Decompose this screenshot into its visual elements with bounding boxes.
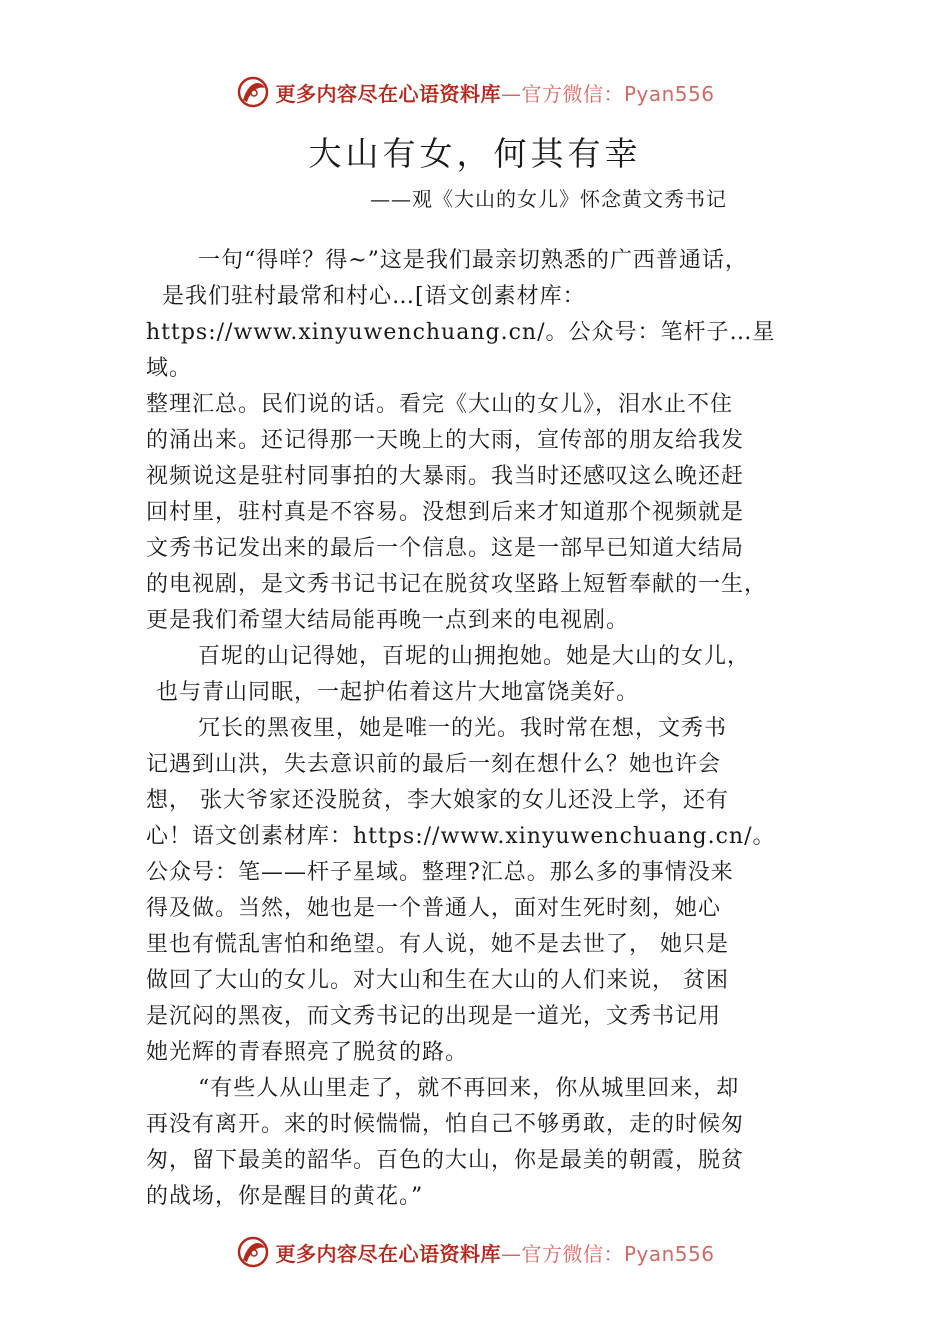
page-subtitle: ——观《大山的女儿》怀念黄文秀书记 [370, 187, 727, 211]
page-title: 大山有女，何其有幸 [308, 134, 642, 173]
banner-text [275, 1238, 714, 1267]
banner-lead: 更多内容尽在心语资料库 [275, 81, 501, 106]
logo-icon [235, 74, 271, 110]
footer-banner [0, 1232, 950, 1272]
banner-tail: —官方微信：Pyan556 [500, 1241, 715, 1266]
article-body [146, 243, 818, 1215]
banner-lead: 更多内容尽在心语资料库 [275, 1241, 501, 1266]
banner-text [275, 78, 714, 107]
header-banner [0, 72, 950, 112]
paragraph-4: “有些人从山里走了，就不再回来，你从城里回来，却 再没有离开。来的时候惴惴，怕自己不够勇敢，走的时候匆 匆，留下最美的韶华。百色的大山，你是最美的朝霞，脱贫 的战场，你是醒目的黄花。” [146, 1076, 745, 1209]
banner-tail: —官方微信：Pyan556 [500, 81, 715, 106]
paragraph-3: 冗长的黑夜里，她是唯一的光。我时常在想，文秀书 记遇到山洪，失去意识前的最后一刻在想什么？她也许会 想， 张大爷家还没脱贫，李大娘家的女儿还没上学，还有 心！语文创素材库：https://www.xinyuwenchuang.cn/。 公众号：笔——杆子星域。整理?汇总。那么多的事情没来 得及做。当然，她也是一个普通人，面对生死时刻，她心 里也有慌乱害怕和绝望。有人说，她不是去世了， 她只是 做回了大山的女儿。对大山和生在大山的人们来说， 贫困 是沉闷的黑夜，而文秀书记的出现是一道光，文秀书记用 她光辉的青春照亮了脱贫的路。 [146, 716, 776, 1065]
paragraph-1: 一句“得咩？得~”这是我们最亲切熟悉的广西普通话， 是我们驻村最常和村心…[语文创素材库： https://www.xinyuwenchuang.cn/。公众号：笔杆子…星域。 整理汇总。民们说的话。看完《大山的女儿》，泪水止不住 的涌出来。还记得那一天晚上的大雨，宣传部的朋友给我发 视频说这是驻村同事拍的大暴雨。我当时还感叹这么晚还赶 回村里，驻村真是不容易。没想到后来才知道那个视频就是 文秀书记发出来的最后一个信息。这是一部早已知道大结局 的电视剧，是文秀书记书记在脱贫攻坚路上短暂奉献的一生， 更是我们希望大结局能再晚一点到来的电视剧。 [146, 248, 776, 633]
paragraph-2: 百坭的山记得她，百坭的山拥抱她。她是大山的女儿， 也与青山同眠，一起护佑着这片大地富饶美好。 [156, 644, 751, 705]
logo-icon [235, 1234, 271, 1270]
